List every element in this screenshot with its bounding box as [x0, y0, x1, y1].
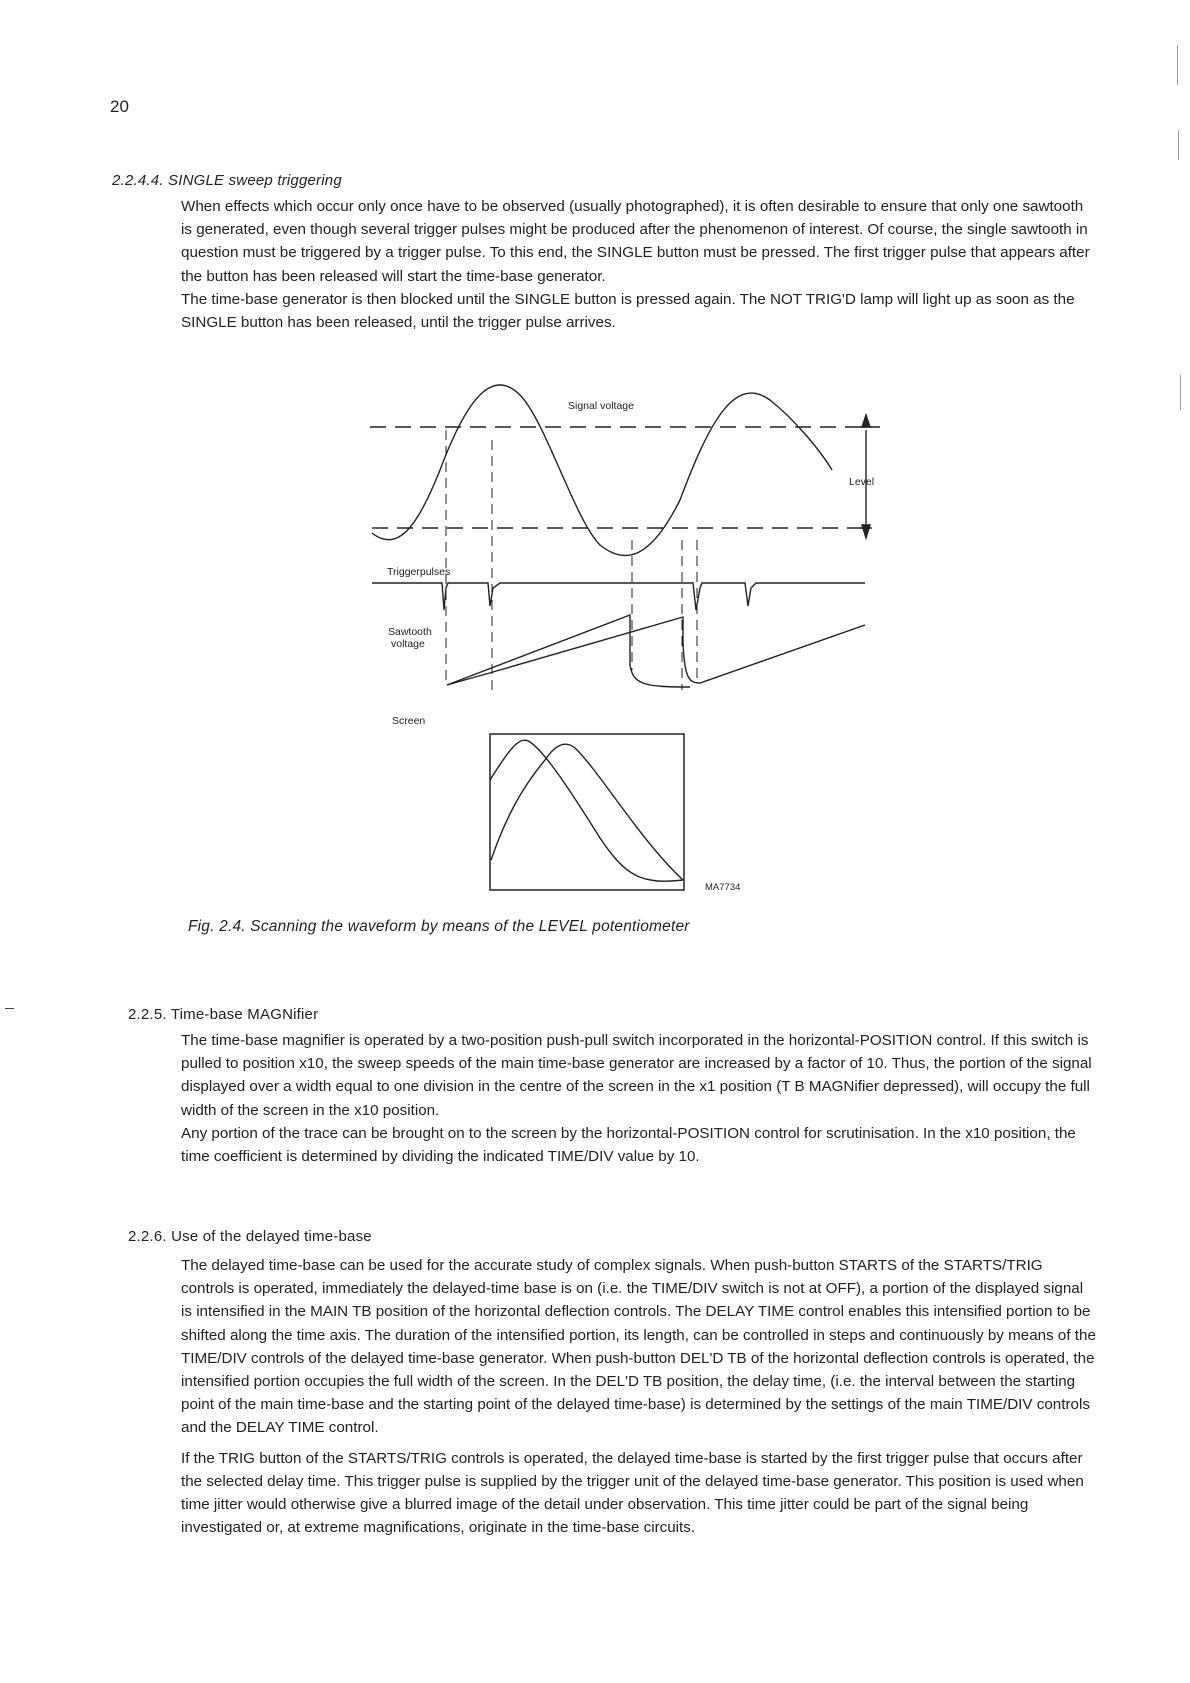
section-magnifier-number: 2.2.5.	[128, 1006, 167, 1023]
screen-trace-2	[491, 744, 683, 880]
page-number: 20	[110, 97, 129, 116]
section-magnifier-paragraph-2: Any portion of the trace can be brought on to the screen by the horizontal-POSITION control for scrutinisation. In the x10 position, the time coefficient is determined by dividing the indicated TIME/DIV value by 10.	[181, 1124, 1076, 1166]
section-magnifier-body	[181, 1029, 1096, 1168]
section-delayed-body	[181, 1254, 1096, 1539]
margin-dash	[5, 1008, 14, 1009]
label-level: Level	[849, 476, 875, 488]
section-magnifier-paragraph-1: The time-base magnifier is operated by a two-position push-pull switch incorporated in the horizontal-POSITION control. If this switch is pulled to position x10, the sweep speeds of the main time-base generator are increased by a factor of 10. Thus, the portion of the signal displayed over a width equal to one division in the centre of the screen in the x1 position (T B MAGNifier depressed), will occupy the full width of the screen in the x10 position.	[181, 1032, 1092, 1119]
screen-box	[490, 734, 684, 890]
sawtooth-voltage-trace-2	[447, 617, 865, 685]
section-delayed-paragraph-2: If the TRIG button of the STARTS/TRIG controls is operated, the delayed time-base is started by the first trigger pulse that occurs after the selected delay time. This trigger pulse is supplied by the trigger unit of the delayed time-base generator. This position is used when time jitter would otherwise give a blurred image of the detail under observation. This time jitter could be part of the signal being investigated or, at extreme magnifications, originate in the time-base circuits.	[181, 1449, 1084, 1537]
label-signal-voltage: Signal voltage	[568, 400, 634, 412]
section-delayed-number: 2.2.6.	[128, 1228, 167, 1245]
section-single-number: 2.2.4.4.	[112, 172, 164, 189]
section-delayed-heading	[128, 1228, 372, 1245]
section-delayed-paragraph-1: The delayed time-base can be used for the accurate study of complex signals. When push-button STARTS of the STARTS/TRIG controls is operated, immediately the delayed-time base is on (i.e. the TIME/DIV switch is not at OFF), a portion of the displayed signal is intensified in the MAIN TB position of the horizontal deflection controls. The DELAY TIME control enables this intensified portion to be shifted along the time axis. The duration of the intensified portion, its length, can be controlled in steps and continuously by means of the TIME/DIV controls of the delayed time-base generator. When push-button DEL'D TB of the horizontal deflection controls is operated, the intensified portion occupies the full width of the screen. In the DEL'D TB position, the delay time, (i.e. the interval between the starting point of the main time-base and the starting point of the delayed time-base) is determined by the settings of the main TIME/DIV controls and the DELAY TIME control.	[181, 1257, 1096, 1437]
section-single-paragraph-1: When effects which occur only once have to be observed (usually photographed), it is often desirable to ensure that only one sawtooth is generated, even though several trigger pulses might be produced after the phenomenon of interest. Of course, the single sawtooth in question must be triggered by a trigger pulse. To this end, the SINGLE button must be pressed. The first trigger pulse that appears after the button has been released will start the time-base generator.	[181, 198, 1090, 285]
figure-caption: Fig. 2.4. Scanning the waveform by means of the LEVEL potentiometer	[188, 918, 690, 935]
label-figure-ref: MA7734	[705, 882, 741, 893]
section-single-paragraph-2: The time-base generator is then blocked until the SINGLE button is pressed again. The NOT TRIG'D lamp will light up as soon as the SINGLE button has been released, until the trigger pulse arrives.	[181, 290, 1075, 332]
section-delayed-title: Use of the delayed time-base	[171, 1228, 372, 1245]
label-sawtooth-line1: Sawtooth	[388, 626, 432, 638]
label-screen: Screen	[392, 715, 426, 727]
label-sawtooth-line2: voltage	[391, 638, 425, 650]
label-trigger-pulses: Triggerpulses	[387, 566, 451, 578]
section-magnifier-title: Time-base MAGNifier	[170, 1006, 319, 1023]
section-magnifier-heading	[128, 1006, 318, 1023]
section-single-title: SINGLE sweep triggering	[168, 172, 342, 189]
